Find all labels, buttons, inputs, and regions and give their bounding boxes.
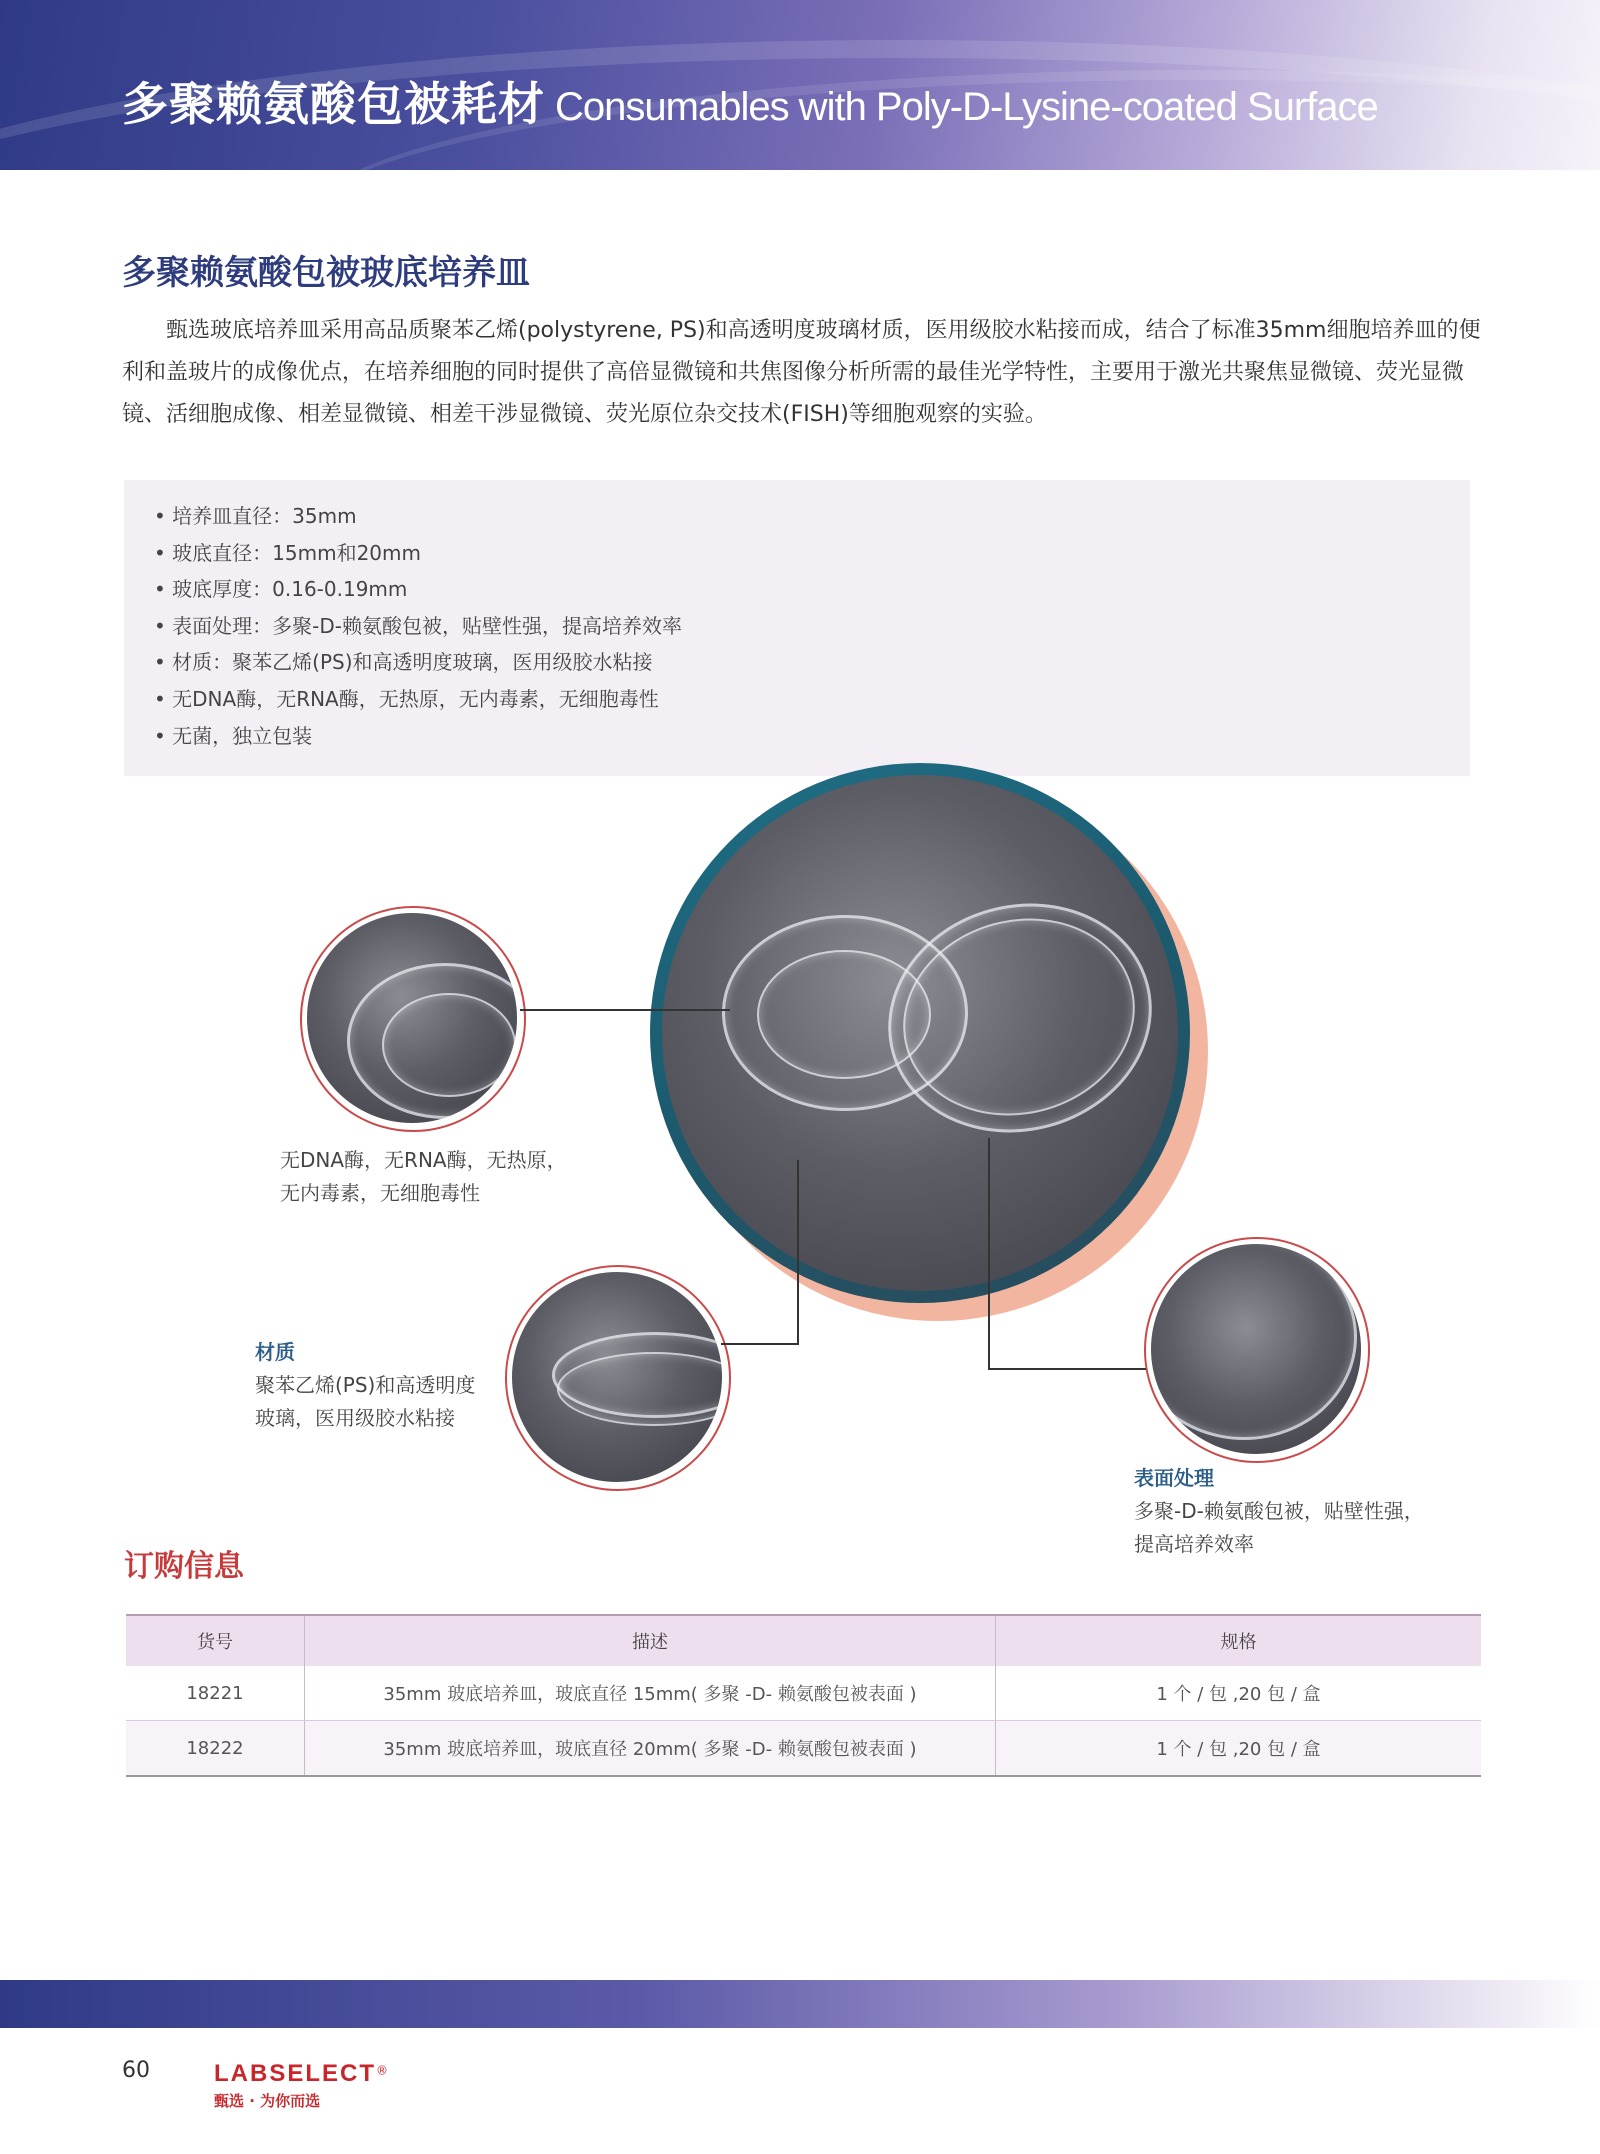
col-header-catalog: 货号 (126, 1615, 305, 1666)
callout-heading: 材质 (255, 1340, 295, 1364)
callout-material: 材质 聚苯乙烯(PS)和高透明度 玻璃，医用级胶水粘接 (255, 1336, 475, 1435)
table-row (126, 1666, 1481, 1721)
connector-line (721, 1343, 799, 1345)
col-header-description: 描述 (305, 1615, 996, 1666)
detail-photo-1 (307, 913, 517, 1123)
header-title-cn: 多聚赖氨酸包被耗材 (122, 77, 545, 131)
page-number: 60 (122, 2058, 150, 2083)
section-title: 多聚赖氨酸包被玻底培养皿 (122, 253, 530, 293)
callout-nuclease-free: 无DNA酶，无RNA酶，无热原， 无内毒素，无细胞毒性 (280, 1148, 567, 1205)
order-section-title: 订购信息 (124, 1549, 244, 1584)
connector-line (797, 1160, 799, 1344)
intro-paragraph: 甄选玻底培养皿采用高品质聚苯乙烯(polystyrene, PS)和高透明度玻璃材质，医用级胶水粘接而成，结合了标准35mm细胞培养皿的便利和盖玻片的成像优点，在培养细胞的同时提供了高倍显微镜和共焦图像分析所需的最佳光学特性，主要用于激光共聚焦显微镜、荧光显微镜、活细胞成像、相差显微镜、相差干涉显微镜、荧光原位杂交技术(FISH)等细胞观察的实验。 (122, 318, 1481, 427)
header-banner (0, 0, 1600, 170)
detail-photo-3 (1151, 1244, 1361, 1454)
cell-catalog: 18222 (126, 1721, 305, 1777)
cell-description: 35mm 玻底培养皿，玻底直径 20mm( 多聚 -D- 赖氨酸包被表面 ) (305, 1721, 996, 1777)
footer-banner (0, 1980, 1600, 2028)
order-table (126, 1614, 1481, 1777)
table-row (126, 1721, 1481, 1777)
connector-line (988, 1368, 1146, 1370)
spec-item: • 玻底厚度：0.16-0.19mm (154, 571, 1470, 608)
brand-logo (214, 2060, 388, 2111)
cell-spec: 1 个 / 包 ,20 包 / 盒 (996, 1666, 1482, 1721)
col-header-spec: 规格 (996, 1615, 1482, 1666)
callout-heading: 表面处理 (1134, 1466, 1214, 1490)
registered-mark: ® (376, 2063, 388, 2078)
connector-line (988, 1138, 990, 1369)
cell-spec: 1 个 / 包 ,20 包 / 盒 (996, 1721, 1482, 1777)
spec-list (124, 480, 1470, 754)
product-image-main (650, 763, 1190, 1303)
brand-slogan: 甄选 · 为你而选 (214, 2092, 321, 2110)
spec-box (124, 480, 1470, 776)
detail-photo-2 (512, 1272, 722, 1482)
cell-catalog: 18221 (126, 1666, 305, 1721)
table-header-row (126, 1615, 1481, 1666)
page-header-title (122, 68, 1378, 134)
spec-item: • 无菌，独立包装 (154, 718, 1470, 755)
spec-item: • 表面处理：多聚-D-赖氨酸包被，贴壁性强，提高培养效率 (154, 608, 1470, 645)
spec-item: • 培养皿直径：35mm (154, 498, 1470, 535)
cell-description: 35mm 玻底培养皿，玻底直径 15mm( 多聚 -D- 赖氨酸包被表面 ) (305, 1666, 996, 1721)
connector-line (520, 1009, 730, 1011)
brand-name: LABSELECT (214, 2060, 376, 2087)
spec-item: • 无DNA酶，无RNA酶，无热原，无内毒素，无细胞毒性 (154, 681, 1470, 718)
header-title-en: Consumables with Poly-D-Lysine-coated Surface (555, 85, 1378, 129)
petri-dish-photo (662, 775, 1178, 1291)
callout-surface-treatment: 表面处理 多聚-D-赖氨酸包被，贴壁性强， 提高培养效率 (1134, 1462, 1424, 1561)
spec-item: • 材质：聚苯乙烯(PS)和高透明度玻璃，医用级胶水粘接 (154, 644, 1470, 681)
spec-item: • 玻底直径：15mm和20mm (154, 535, 1470, 572)
